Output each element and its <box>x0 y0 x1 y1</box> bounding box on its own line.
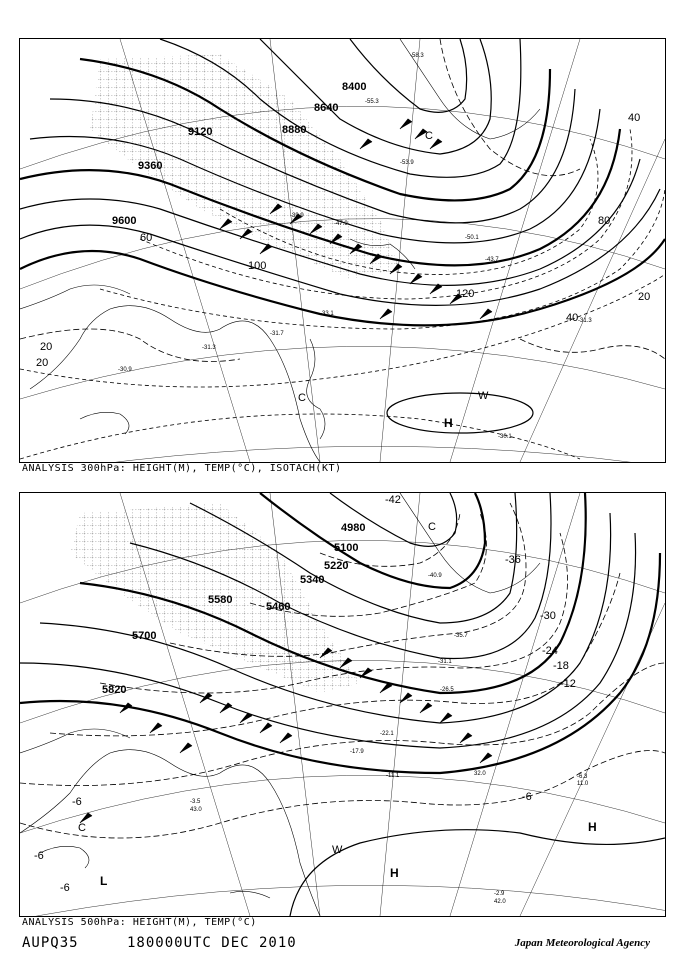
temp-contour-label--36: -36 <box>505 554 521 566</box>
temp-label: -58.3 <box>410 53 424 59</box>
temp-contour-label--6-d: -6 <box>60 882 70 894</box>
warm-symbol: W <box>332 844 343 856</box>
cold-symbol: C <box>298 392 306 404</box>
height-label-9120: 9120 <box>188 126 213 138</box>
temp-contour-label--6-b: -6 <box>72 796 82 808</box>
temp-contour-label--6-c: -6 <box>34 850 44 862</box>
high-pressure-symbol-2: H <box>588 820 597 834</box>
isotach-label-20-b: 20 <box>638 291 651 303</box>
station-label: -17.9 <box>350 749 364 755</box>
cold-symbol-2: C <box>428 521 436 533</box>
height-label-5820: 5820 <box>102 684 127 696</box>
height-label-9360: 9360 <box>138 160 163 172</box>
isotach-label-40: 40 <box>566 312 579 324</box>
temp-label: -43.7 <box>485 257 499 263</box>
height-label-4980: 4980 <box>341 522 366 534</box>
temp-label: -30.1 <box>498 434 512 440</box>
station-label: -2.9 <box>494 891 505 897</box>
isotach-label-20-a: 20 <box>40 341 53 353</box>
isotach-label-120: 120 <box>456 288 475 300</box>
isotach-label-20-c: 20 <box>36 357 49 369</box>
height-label-5460: 5460 <box>266 601 291 613</box>
temp-contour-label--30: -30 <box>540 610 556 622</box>
temp-label: -55.3 <box>365 99 379 105</box>
station-label: -6.3 <box>577 774 588 780</box>
height-label-5580: 5580 <box>208 594 233 606</box>
height-label-5220: 5220 <box>324 560 349 572</box>
height-label-9600: 9600 <box>112 215 137 227</box>
station-label: 32.0 <box>474 771 486 777</box>
map-panel-300hpa <box>19 38 666 463</box>
agency-name: Japan Meteorological Agency <box>514 937 650 949</box>
isotach-label-80: 80 <box>598 215 611 227</box>
height-label-8880: 8880 <box>282 124 307 136</box>
cold-symbol: C <box>78 822 86 834</box>
warm-symbol: W <box>478 390 489 402</box>
temp-label: -47.9 <box>334 221 348 227</box>
panel-500-caption: ANALYSIS 500hPa: HEIGHT(M), TEMP(°C) <box>22 917 257 928</box>
temp-label: -53.9 <box>400 160 414 166</box>
station-label: -26.5 <box>440 687 454 693</box>
temp-label: -31.7 <box>270 331 284 337</box>
station-label: -40.9 <box>428 573 442 579</box>
station-label: -3.5 <box>190 799 201 805</box>
map-500hpa-svg <box>20 493 665 916</box>
isotach-label-100: 100 <box>248 260 267 272</box>
station-label: 42.0 <box>494 899 506 905</box>
temp-label: -39.9 <box>290 213 304 219</box>
height-label-5700: 5700 <box>132 630 157 642</box>
temp-label: -31.3 <box>578 318 592 324</box>
map-300hpa-svg <box>20 39 665 462</box>
height-label-8640: 8640 <box>314 102 339 114</box>
temp-contour-label--12: -12 <box>560 678 576 690</box>
isotach-label-40-b: 40 <box>628 112 641 124</box>
map-panel-500hpa <box>19 492 666 917</box>
height-label-5340: 5340 <box>300 574 325 586</box>
height-label-8400: 8400 <box>342 81 367 93</box>
temp-contour-label--24: -24 <box>542 645 558 657</box>
temp-label: -30.9 <box>118 367 132 373</box>
cold-symbol-2: C <box>425 130 433 142</box>
station-label: 11.0 <box>577 781 589 787</box>
station-label: -35.7 <box>454 633 468 639</box>
temp-label: -31.3 <box>202 345 216 351</box>
low-pressure-symbol: L <box>100 874 108 888</box>
station-label: -22.1 <box>380 731 394 737</box>
valid-time: 180000UTC DEC 2010 <box>127 935 297 951</box>
temp-contour-label--18: -18 <box>553 660 569 672</box>
temp-contour-label--42: -42 <box>385 494 401 506</box>
isotach-label-60: 60 <box>140 232 153 244</box>
product-code: AUPQ35 <box>22 935 79 951</box>
high-pressure-symbol: H <box>390 866 399 880</box>
station-label: -11.1 <box>386 773 400 779</box>
temp-contour-label--6: -6 <box>522 791 532 803</box>
station-label: -31.1 <box>438 659 452 665</box>
station-label: 43.0 <box>190 807 202 813</box>
panel-300-caption: ANALYSIS 300hPa: HEIGHT(M), TEMP(°C), ISOTACH(KT) <box>22 463 342 474</box>
temp-label: -50.1 <box>465 235 479 241</box>
height-label-5100: 5100 <box>334 542 359 554</box>
high-pressure-symbol: H <box>444 416 453 430</box>
temp-label: -33.1 <box>320 311 334 317</box>
